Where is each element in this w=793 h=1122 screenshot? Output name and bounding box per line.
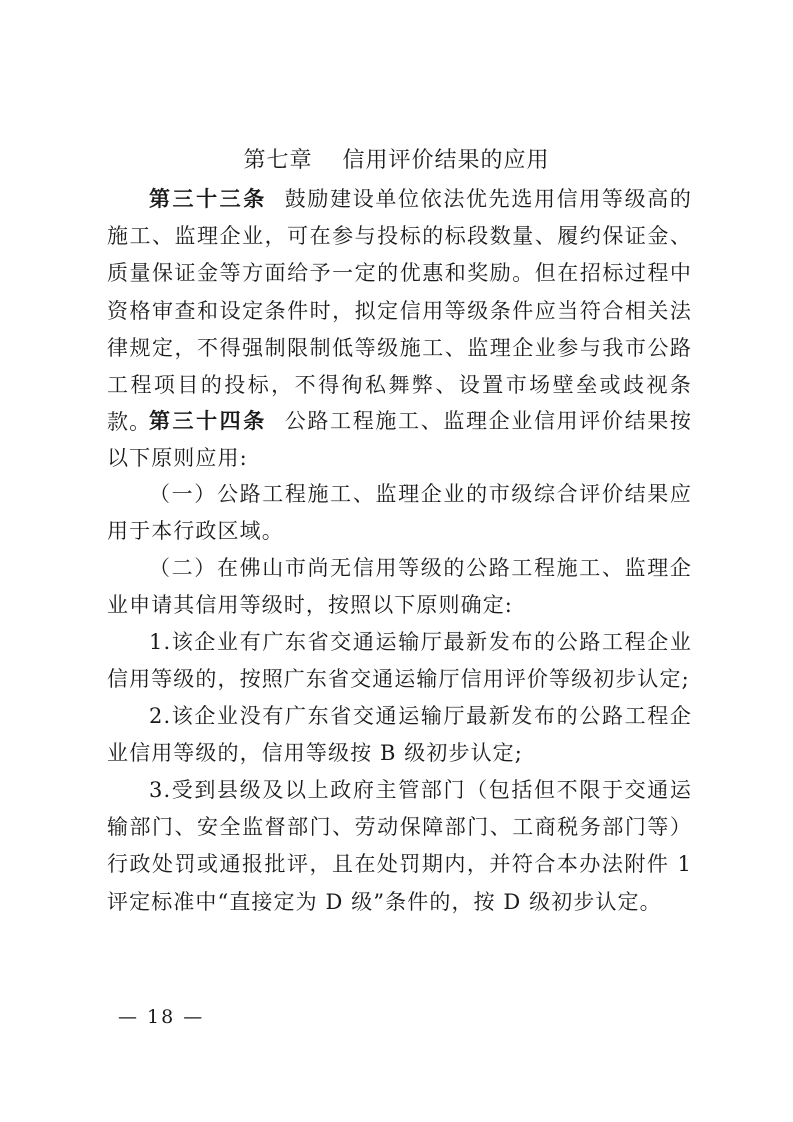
item-one: （一）公路工程施工、监理企业的市级综合评价结果应用于本行政区域。 xyxy=(107,482,692,544)
sub-item-3: 3.受到县级及以上政府主管部门（包括但不限于交通运输部门、安全监督部门、劳动保障部门、工商税务部门等）行政处罚或通报批评，且在处罚期内，并符合本办法附件 1 评定标准中“直接定为 D 级”条件的，按 D 级初步认定。 xyxy=(107,778,692,914)
sub-item-2: 2.该企业没有广东省交通运输厅最新发布的公路工程企业信用等级的，信用等级按 B 级初步认定; xyxy=(107,704,692,766)
article-34-head: 第三十四条 xyxy=(149,408,267,433)
chapter-title: 信用评价结果的应用 xyxy=(342,148,550,173)
page-number: — 18 — xyxy=(118,1006,205,1028)
item-two: （二）在佛山市尚无信用等级的公路工程施工、监理企业申请其信用等级时，按照以下原则确定: xyxy=(107,556,692,618)
chapter-number: 第七章 xyxy=(243,148,313,173)
article-33-head: 第三十三条 xyxy=(149,186,267,211)
article-34 xyxy=(107,402,692,477)
sub-item-1: 1.该企业有广东省交通运输厅最新发布的公路工程企业信用等级的，按照广东省交通运输厅信用评价等级初步认定; xyxy=(107,630,692,692)
chapter-heading xyxy=(0,146,793,176)
article-34-text: 公路工程施工、监理企业信用评价结果按以下原则应用: xyxy=(107,409,692,471)
article-33-text: 鼓励建设单位依法优先选用信用等级高的施工、监理企业，可在参与投标的标段数量、履约保证金、质量保证金等方面给予一定的优惠和奖励。但在招标过程中资格审查和设定条件时，拟定信用等级条件应当符合相关法律规定，不得强制限制低等级施工、监理企业参与我市公路工程项目的投标，不得徇私舞弊、设置市场壁垒或歧视条款。 xyxy=(107,187,692,435)
